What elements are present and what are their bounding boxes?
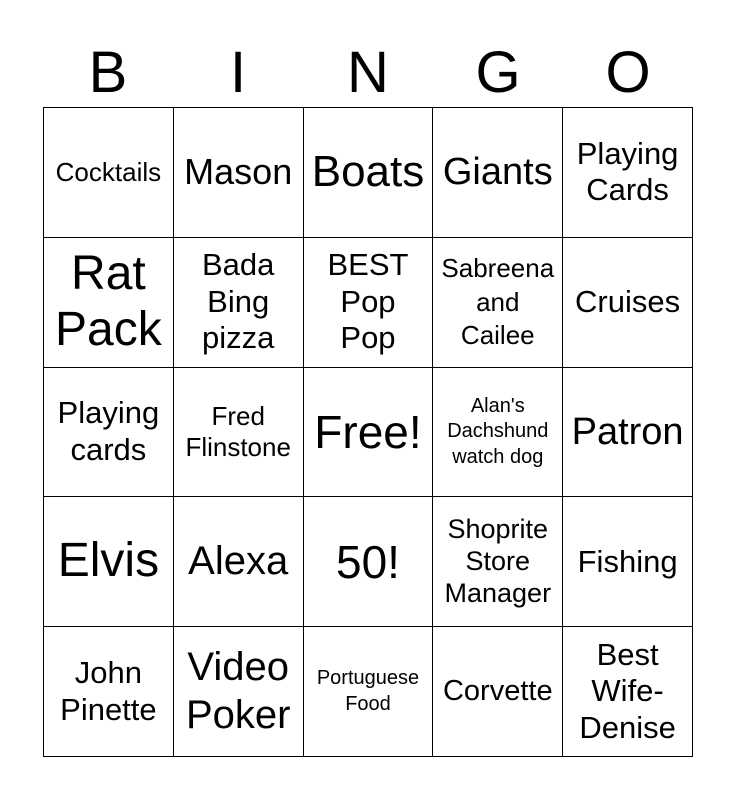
bingo-cell[interactable] — [304, 108, 434, 238]
bingo-cell[interactable] — [174, 497, 304, 627]
bingo-cell[interactable] — [174, 108, 304, 238]
cell-text: Best Wife- Denise — [579, 636, 676, 745]
bingo-cell[interactable] — [563, 368, 693, 498]
bingo-cell[interactable] — [433, 497, 563, 627]
cell-text: Fishing — [577, 543, 678, 579]
cell-text: Giants — [442, 150, 553, 193]
bingo-cell[interactable] — [44, 627, 174, 757]
bingo-header — [43, 38, 693, 108]
header-letter-o: O — [605, 40, 651, 105]
cell-text: Corvette — [442, 675, 553, 708]
cell-text: Mason — [184, 151, 293, 193]
bingo-cell[interactable] — [44, 368, 174, 498]
bingo-cell[interactable] — [44, 497, 174, 627]
bingo-cell[interactable] — [174, 238, 304, 368]
cell-text: Playing Cards — [576, 135, 679, 208]
cell-text: Sabreena and Cailee — [441, 253, 555, 350]
bingo-cell[interactable] — [563, 627, 693, 757]
cell-text: Free! — [314, 405, 422, 458]
cell-text: Cruises — [575, 283, 681, 319]
bingo-cell[interactable] — [304, 238, 434, 368]
header-letter-b: B — [88, 40, 128, 105]
cell-text: Boats — [311, 147, 425, 197]
bingo-cell[interactable] — [174, 368, 304, 498]
cell-text: Bada Bing pizza — [201, 247, 275, 356]
header-letter-i: I — [229, 40, 247, 105]
cell-text: Video Poker — [185, 645, 291, 737]
bingo-cell[interactable] — [433, 238, 563, 368]
bingo-cell[interactable] — [44, 108, 174, 238]
bingo-cell[interactable] — [433, 368, 563, 498]
cell-text: Playing cards — [57, 395, 160, 467]
bingo-cell[interactable] — [563, 497, 693, 627]
bingo-cell[interactable] — [44, 238, 174, 368]
cell-text: Fred Flinstone — [185, 401, 291, 462]
bingo-cell[interactable] — [304, 627, 434, 757]
cell-text: Patron — [571, 410, 684, 453]
cell-text: 50! — [336, 535, 400, 588]
bingo-cell[interactable] — [304, 497, 434, 627]
header-letter-g: G — [475, 40, 521, 105]
cell-text: Elvis — [57, 534, 160, 588]
cell-text: John Pinette — [60, 655, 157, 727]
bingo-card-grid — [43, 107, 693, 757]
header-letter-n: N — [347, 40, 389, 105]
bingo-cell[interactable] — [563, 238, 693, 368]
cell-text: Alexa — [188, 539, 289, 584]
free-space-cell[interactable] — [304, 368, 434, 498]
cell-text: Shoprite Store Manager — [444, 514, 552, 608]
bingo-cell[interactable] — [563, 108, 693, 238]
bingo-cell[interactable] — [433, 108, 563, 238]
bingo-cell[interactable] — [174, 627, 304, 757]
bingo-cell[interactable] — [433, 627, 563, 757]
cell-text: Rat Pack — [55, 246, 162, 357]
cell-text: Alan's Dachshund watch dog — [447, 394, 549, 468]
cell-text: BEST Pop Pop — [327, 247, 409, 356]
cell-text: Portuguese Food — [316, 667, 420, 715]
cell-text: Cocktails — [55, 157, 162, 188]
